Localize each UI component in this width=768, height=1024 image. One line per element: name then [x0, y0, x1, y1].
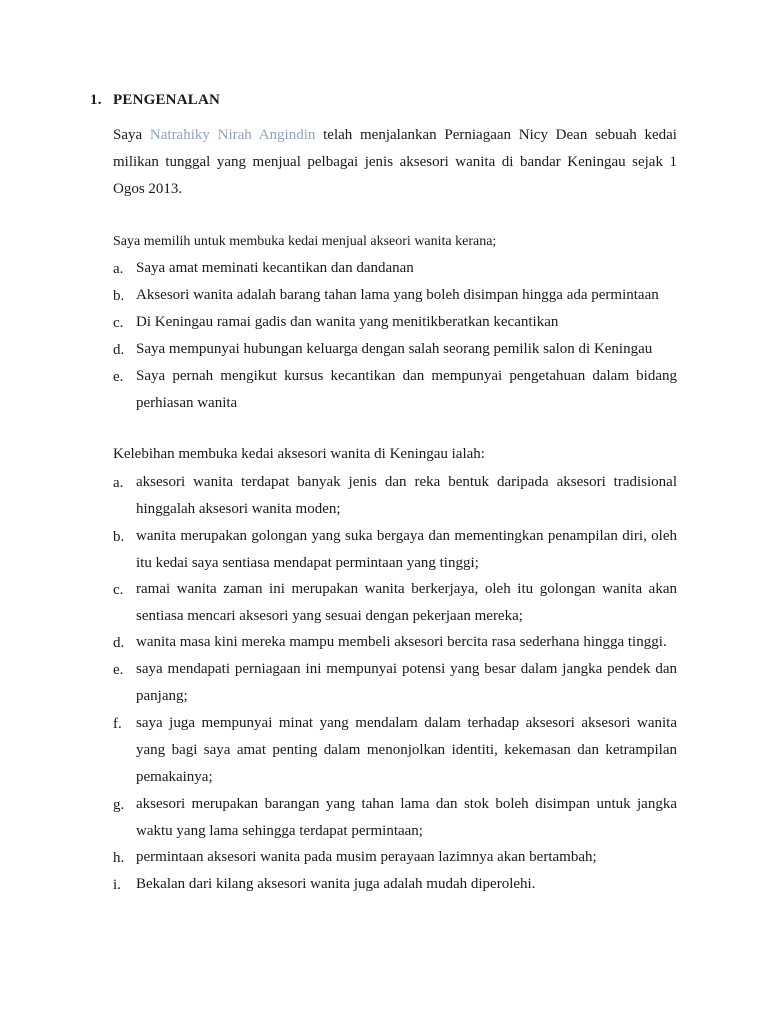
reason-marker: a. [113, 261, 124, 277]
advantage-marker: b. [113, 529, 125, 545]
advantage-item: saya juga mempunyai minat yang mendalam dalam terhadap aksesori aksesori wanita yang bagi saya amat penting dalam menonjolkan identiti, kekemasan dan ketrampilan pemakainya; [136, 715, 677, 785]
reason-marker: c. [113, 315, 124, 331]
reason-item: Saya pernah mengikut kursus kecantikan dan mempunyai pengetahuan dalam bidang perhiasan wanita [136, 368, 677, 411]
advantage-marker: i. [113, 877, 121, 893]
advantage-item: Bekalan dari kilang aksesori wanita juga adalah mudah diperolehi. [136, 876, 536, 892]
intro-before-name: Saya [113, 127, 150, 143]
intro-after-name: telah menjalankan Perniagaan Nicy Dean sebuah kedai milikan tunggal yang menjual pelbagai jenis aksesori wanita di bandar Keningau sejak 1 Ogos 2013. [113, 127, 677, 197]
advantage-marker: a. [113, 475, 124, 491]
intro-paragraph [113, 122, 677, 203]
reasons-heading: Saya memilih untuk membuka kedai menjual akseori wanita kerana; [113, 234, 497, 249]
reason-item: Saya amat meminati kecantikan dan dandanan [136, 260, 414, 276]
advantages-heading: Kelebihan membuka kedai aksesori wanita di Keningau ialah: [113, 446, 485, 462]
advantage-marker: e. [113, 662, 124, 678]
reason-marker: e. [113, 369, 124, 385]
reason-marker: b. [113, 288, 125, 304]
advantage-item: aksesori wanita terdapat banyak jenis dan reka bentuk daripada aksesori tradisional hinggalah aksesori wanita moden; [136, 474, 677, 517]
advantage-marker: c. [113, 582, 124, 598]
advantage-marker: h. [113, 850, 125, 866]
reason-item: Saya mempunyai hubungan keluarga dengan salah seorang pemilik salon di Keningau [136, 341, 653, 357]
advantage-item: wanita merupakan golongan yang suka bergaya dan mementingkan penampilan diri, oleh itu kedai saya sentiasa mendapat permintaan yang tinggi; [136, 528, 677, 571]
advantage-item: ramai wanita zaman ini merupakan wanita berkerjaya, oleh itu golongan wanita akan sentiasa mencari aksesori yang sesuai dengan pekerjaan mereka; [136, 581, 677, 624]
advantage-marker: g. [113, 797, 125, 813]
owner-name: Natrahiky Nirah Angindin [149, 127, 316, 143]
reason-marker: d. [113, 342, 125, 358]
advantage-item: wanita masa kini mereka mampu membeli aksesori bercita rasa sederhana hingga tinggi. [136, 634, 667, 650]
advantage-marker: d. [113, 635, 125, 651]
section-number: 1. [90, 92, 102, 108]
advantage-item: aksesori merupakan barangan yang tahan lama dan stok boleh disimpan untuk jangka waktu yang lama sehingga terdapat permintaan; [136, 796, 677, 839]
reason-item: Di Keningau ramai gadis dan wanita yang menitikberatkan kecantikan [136, 314, 559, 330]
advantage-item: saya mendapati perniagaan ini mempunyai potensi yang besar dalam jangka pendek dan panjang; [136, 661, 677, 704]
section-heading [90, 92, 220, 109]
advantage-marker: f. [113, 716, 122, 732]
reason-item: Aksesori wanita adalah barang tahan lama yang boleh disimpan hingga ada permintaan [136, 287, 659, 303]
advantage-item: permintaan aksesori wanita pada musim perayaan lazimnya akan bertambah; [136, 849, 597, 865]
section-title: PENGENALAN [113, 92, 221, 108]
